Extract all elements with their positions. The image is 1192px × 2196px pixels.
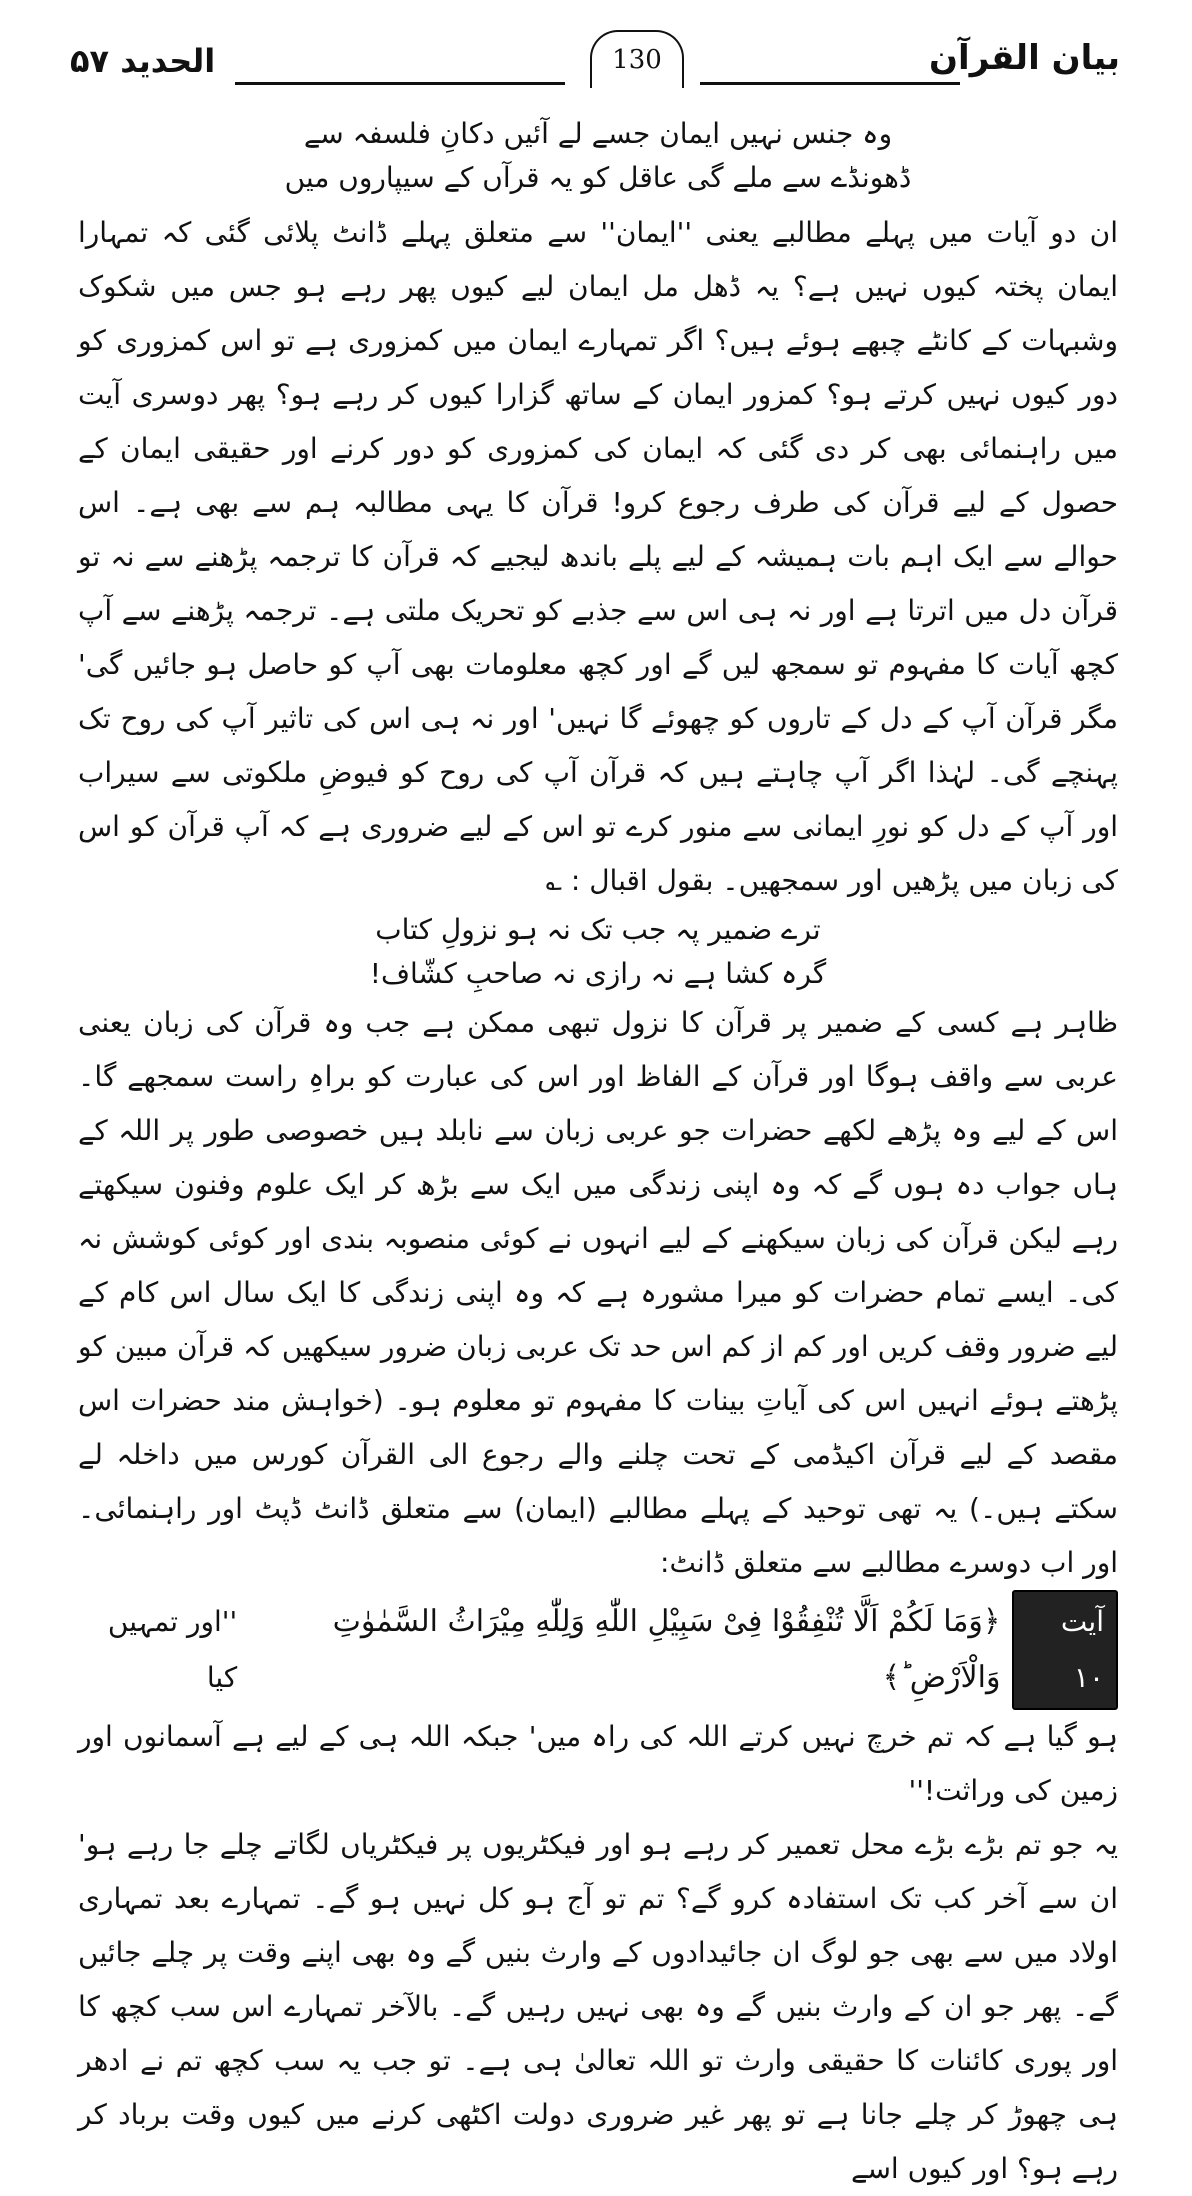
poem-line: ڈھونڈے سے ملے گی عاقل کو یہ قرآں کے سیپاروں میں <box>284 161 912 194</box>
header-rule-left <box>235 82 565 85</box>
paragraph-3: یہ جو تم بڑے بڑے محل تعمیر کر رہے ہو اور فیکٹریوں پر فیکٹریاں لگاتے چلے جا رہے ہو' ان سے آخر کب تک استفادہ کرو گے؟ تم تو آج ہو کل نہیں ہو گے۔ تمہارے بعد تمہاری اولاد میں سے بھی جو لوگ ان جائیدادوں کے وارث بنیں گے وہ بھی اپنے وقت پر چلے جائیں گے۔ پھر جو ان کے وارث بنیں گے وہ بھی نہیں رہیں گے۔ بالآخر تمہارے اس سب کچھ کا اور پوری کائنات کا حقیقی وارث تو اللہ تعالیٰ ہی ہے۔ تو جب یہ سب کچھ تم نے ادھر ہی چھوڑ کر چلے جانا ہے تو پھر غیر ضروری دولت اکٹھی کرنے میں کیوں وقت برباد کر رہے ہو؟ اور کیوں اسے <box>78 1828 1118 2185</box>
ayah-translation-start: ''اور تمہیں کیا <box>107 1605 238 1694</box>
paragraph-2: ظاہر ہے کسی کے ضمیر پر قرآن کا نزول تبھی ممکن ہے جب وہ قرآن کی زبان یعنی عربی سے واقف ہوگا اور قرآن کے الفاظ اور اس کی عبارت کو براہِ راست سمجھے گا۔ اس کے لیے وہ پڑھے لکھے حضرات جو عربی زبان سے نابلد ہیں خصوصی طور پر اللہ کے ہاں جواب دہ ہوں گے کہ وہ اپنی زندگی میں ایک سے بڑھ کر ایک علوم وفنون سیکھتے رہے لیکن قرآن کی زبان سیکھنے کے لیے انہوں نے کوئی منصوبہ بندی اور کوئی کوشش نہ کی۔ ایسے تمام حضرات کو میرا مشورہ ہے کہ وہ اپنی زندگی کا ایک سال اس کام کے لیے ضرور وقف کریں اور کم از کم اس حد تک عربی زبان ضرور سیکھیں کہ قرآن مبین کو پڑھتے ہوئے انہیں اس کی آیاتِ بینات کا مفہوم تو معلوم ہو۔ (خواہش مند حضرات اس مقصد کے لیے قرآن اکیڈمی کے تحت چلنے والے رجوع الی القرآن کورس میں داخلہ لے سکتے ہیں۔) یہ تھی توحید کے پہلے مطالبے (ایمان) سے متعلق ڈانٹ ڈپٹ اور راہنمائی۔ اور اب دوسرے مطالبے سے متعلق ڈانٹ: <box>78 1006 1118 1579</box>
poem-line: گرہ کشا ہے نہ رازی نہ صاحبِ کشّاف! <box>369 957 827 990</box>
header-rule-right <box>700 82 960 85</box>
poem-line: ترے ضمیر پہ جب تک نہ ہو نزولِ کتاب <box>375 913 821 946</box>
ayah-label: آیت ۱۰ <box>1012 1590 1118 1710</box>
poem-line: وہ جنس نہیں ایمان جسے لے آئیں دکانِ فلسفہ سے <box>303 117 893 150</box>
page-header <box>70 30 1120 100</box>
ayah-translation: ہو گیا ہے کہ تم خرچ نہیں کرتے اللہ کی راہ میں' جبکہ اللہ ہی کے لیے ہے آسمانوں اور زمین کی وراثت!'' <box>78 1720 1118 1807</box>
poem-couplet-2 <box>78 908 1118 996</box>
poem-couplet-1 <box>78 112 1118 200</box>
paragraph-1: ان دو آیات میں پہلے مطالبے یعنی ''ایمان'' سے متعلق پہلے ڈانٹ پلائی گئی کہ تمہارا ایمان پختہ کیوں نہیں ہے؟ یہ ڈھل مل ایمان لیے کیوں پھر رہے ہو جس میں شکوک وشبہات کے کانٹے چبھے ہوئے ہیں؟ اگر تمہارے ایمان میں کمزوری ہے تو اس کمزوری کو دور کیوں نہیں کرتے ہو؟ کمزور ایمان کے ساتھ گزارا کیوں کر رہے ہو؟ پھر دوسری آیت میں راہنمائی بھی کر دی گئی کہ ایمان کی کمزوری کو دور کرنے اور حقیقی ایمان کے حصول کے لیے قرآن کی طرف رجوع کرو! قرآن کا یہی مطالبہ ہم سے بھی ہے۔ اس حوالے سے ایک اہم بات ہمیشہ کے لیے پلے باندھ لیجیے کہ قرآن کا ترجمہ پڑھنے سے نہ تو قرآن دل میں اترتا ہے اور نہ ہی اس سے جذبے کو تحریک ملتی ہے۔ ترجمہ پڑھنے سے آپ کچھ آیات کا مفہوم تو سمجھ لیں گے اور کچھ معلومات بھی آپ کو حاصل ہو جائیں گی' مگر قرآن آپ کے دل کے تاروں کو چھوئے گا نہیں' اور نہ ہی اس کی تاثیر آپ کی روح تک پہنچے گی۔ لہٰذا اگر آپ چاہتے ہیں کہ قرآن آپ کی روح کو فیوضِ ملکوتی سے سیراب اور آپ کے دل کو نورِ ایمانی سے منور کرے تو اس کے لیے ضروری ہے کہ آپ قرآن کو اس کی زبان میں پڑھیں اور سمجھیں۔ بقول اقبال : ؎ <box>78 216 1118 897</box>
book-title: بیان القرآن <box>929 38 1120 78</box>
ayah-arabic-text: ﴿وَمَا لَكُمْ اَلَّا تُنْفِقُوْا فِیْ سَبِیْلِ اللّٰهِ وَلِلّٰهِ مِیْرَاثُ السَّمٰوٰتِ وَالْاَرْضِ ؕ﴾ <box>332 1604 1001 1695</box>
ayah-heading <box>78 1590 1118 1710</box>
page-content <box>78 112 1118 2196</box>
surah-reference: الحدید ۵۷ <box>70 42 216 80</box>
page-number: 130 <box>590 30 684 88</box>
